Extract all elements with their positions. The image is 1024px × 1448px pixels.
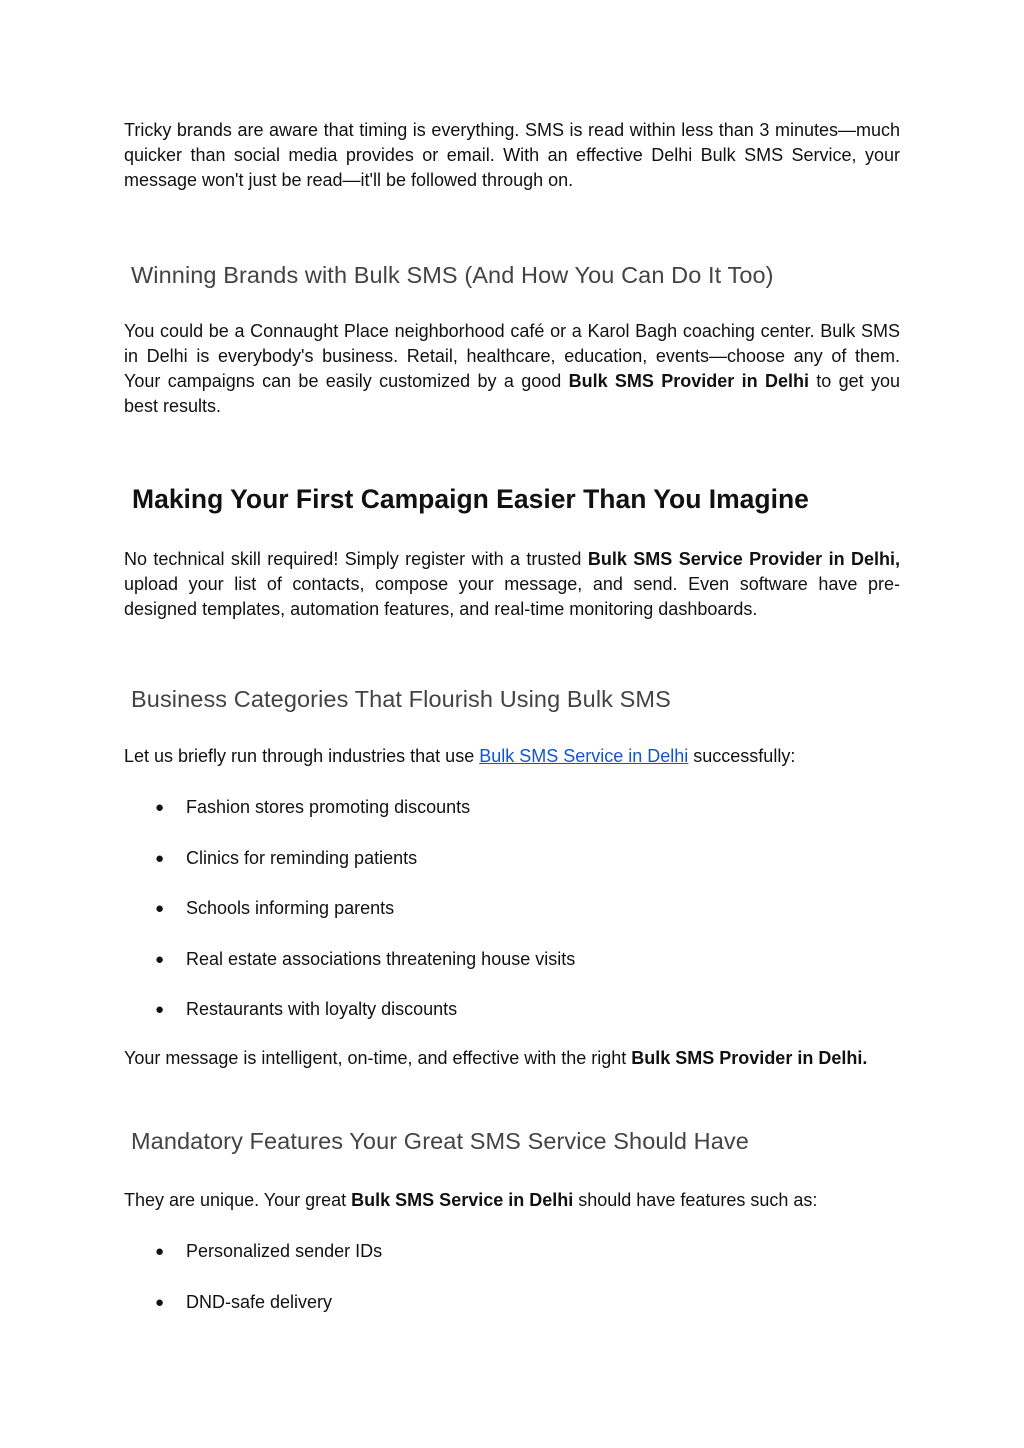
list-item — [124, 846, 900, 871]
heading-winning-brands: Winning Brands with Bulk SMS (And How You Can Do It Too) — [131, 262, 774, 288]
list-item — [124, 1290, 900, 1315]
list-item-text: Personalized sender IDs — [186, 1241, 383, 1261]
document-page — [124, 118, 900, 1315]
bullet-icon: ● — [155, 849, 165, 867]
features-list — [124, 1239, 900, 1315]
text-run: to get you best results. — [124, 371, 901, 416]
list-item — [124, 795, 900, 820]
bullet-icon: ● — [155, 1293, 165, 1311]
industries-list — [124, 795, 900, 1022]
list-item — [124, 896, 900, 921]
heading-mandatory-features: Mandatory Features Your Great SMS Service Should Have — [131, 1128, 749, 1154]
text-run: successfully: — [688, 746, 796, 766]
text-run: upload your list of contacts, compose your message, and send. Even software have pre-designed templates, automation features, and real-time monitoring dashboards. — [124, 574, 900, 619]
bullet-icon: ● — [155, 799, 165, 816]
list-item-text: Restaurants with loyalty discounts — [186, 999, 458, 1019]
bullet-icon: ● — [155, 1001, 165, 1018]
list-item-text: Clinics for reminding patients — [186, 847, 418, 868]
list-item-text: DND-safe delivery — [186, 1291, 333, 1312]
text-run: You could be a Connaught Place neighborhood café or a Karol Bagh coaching center. Bulk SMS in Delhi is everybody's business. Retail, healthcare, education, events—choose any of them. Your campaigns can be easily customized by a good — [124, 321, 900, 391]
list-item — [124, 1239, 900, 1264]
list-item-text: Schools informing parents — [186, 898, 395, 918]
bold-text: Bulk SMS Service Provider in Delhi, — [587, 549, 900, 569]
bullet-icon: ● — [155, 900, 165, 917]
bold-text: Bulk SMS Provider in Delhi. — [631, 1048, 868, 1068]
categories-intro-paragraph — [124, 744, 900, 769]
winning-brands-paragraph — [124, 319, 900, 419]
list-item — [124, 997, 900, 1022]
list-item — [124, 947, 900, 972]
heading-first-campaign: Making Your First Campaign Easier Than You Imagine — [132, 484, 809, 514]
bold-text: Bulk SMS Service in Delhi — [351, 1190, 574, 1210]
text-run: They are unique. Your great — [124, 1190, 352, 1210]
first-campaign-paragraph — [124, 547, 900, 622]
bullet-icon: ● — [155, 950, 165, 968]
text-run: Your message is intelligent, on-time, and effective with the right — [124, 1048, 632, 1068]
right-provider-paragraph — [124, 1046, 900, 1071]
intro-paragraph: Tricky brands are aware that timing is everything. SMS is read within less than 3 minutes—much quicker than social media provides or email. With an effective Delhi Bulk SMS Service, your message won't just be read—it'll be followed through on. — [124, 120, 900, 190]
text-run: Let us briefly run through industries that use — [124, 746, 480, 766]
list-item-text: Fashion stores promoting discounts — [186, 797, 471, 817]
text-run: should have features such as: — [573, 1190, 818, 1210]
text-run: No technical skill required! Simply register with a trusted — [124, 549, 588, 569]
features-intro-paragraph — [124, 1188, 900, 1213]
heading-business-categories: Business Categories That Flourish Using Bulk SMS — [131, 686, 671, 712]
bulk-sms-service-link[interactable]: Bulk SMS Service in Delhi — [479, 746, 689, 766]
list-item-text: Real estate associations threatening house visits — [186, 948, 576, 969]
bullet-icon: ● — [155, 1243, 165, 1260]
bold-text: Bulk SMS Provider in Delhi — [568, 371, 809, 391]
